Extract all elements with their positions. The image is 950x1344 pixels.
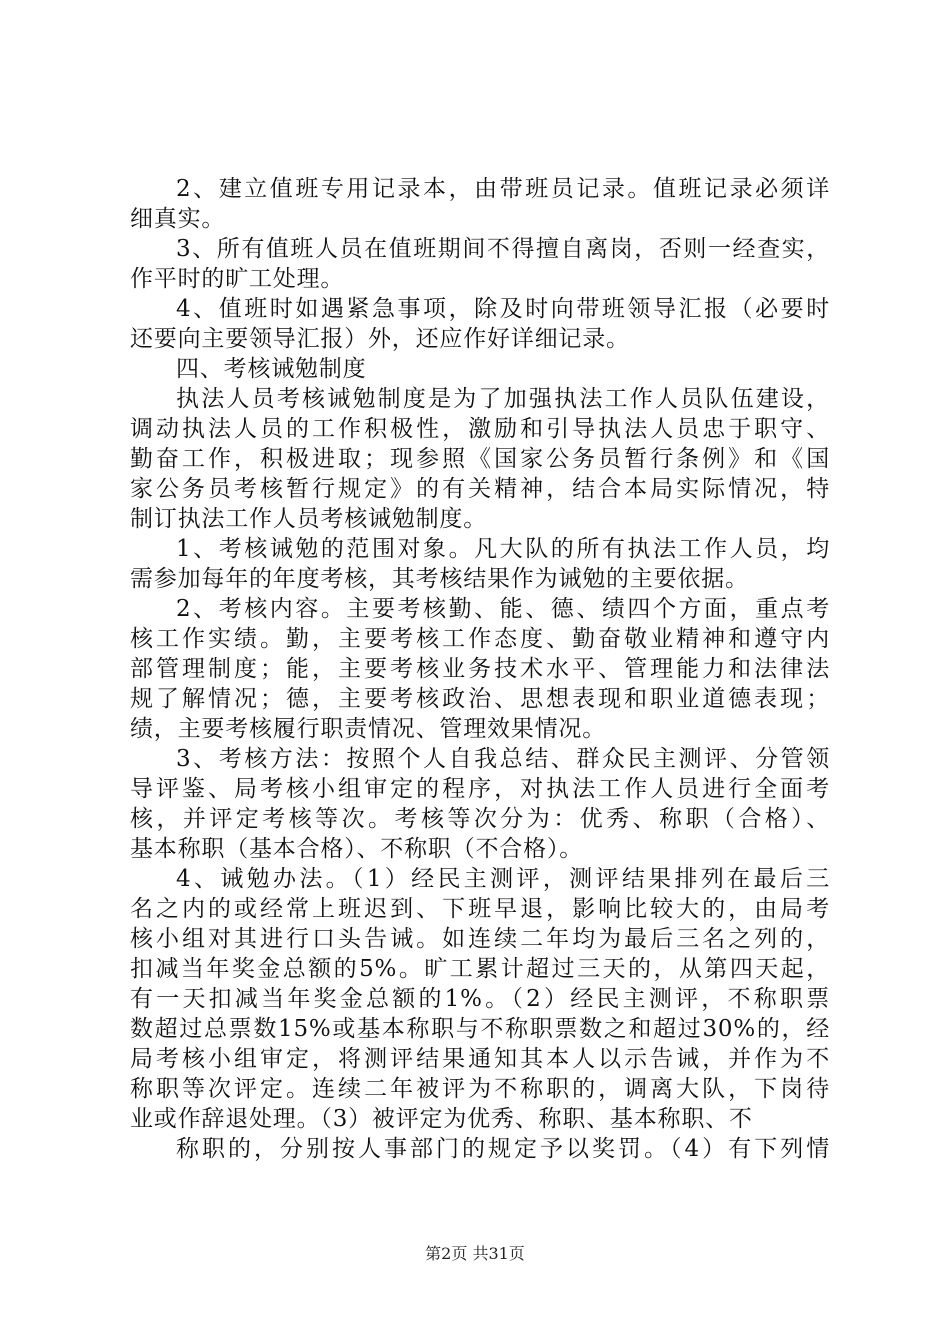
text-line: 制订执法工作人员考核诫勉制度。 xyxy=(130,506,487,532)
text-line: 4、值班时如遇紧急事项，除及时向带班领导汇报（必要时 xyxy=(176,296,830,322)
text-line: 调动执法人员的工作积极性，激励和引导执法人员忠于职守、 xyxy=(130,416,830,442)
document-body xyxy=(130,174,830,1164)
text-line: 扣减当年奖金总额的5%。旷工累计超过三天的，从第四天起， xyxy=(130,956,830,982)
text-line: 3、所有值班人员在值班期间不得擅自离岗，否则一经查实， xyxy=(176,236,830,262)
text-line: 名之内的或经常上班迟到、下班早退，影响比较大的，由局考 xyxy=(130,896,830,922)
text-line: 局考核小组审定，将测评结果通知其本人以示告诫，并作为不 xyxy=(130,1046,830,1072)
text-line: 4、诫勉办法。（1）经民主测评，测评结果排列在最后三 xyxy=(176,866,830,892)
text-line: 需参加每年的年度考核，其考核结果作为诫勉的主要依据。 xyxy=(130,566,749,592)
text-line: 称职等次评定。连续二年被评为不称职的，调离大队，下岗待 xyxy=(130,1076,830,1102)
text-line: 还要向主要领导汇报）外，还应作好详细记录。 xyxy=(130,326,630,352)
section-heading: 四、考核诫勉制度 xyxy=(176,356,367,382)
text-line: 核，并评定考核等次。考核等次分为：优秀、称职（合格）、 xyxy=(130,806,830,832)
text-line: 2、考核内容。主要考核勤、能、德、绩四个方面，重点考 xyxy=(176,596,830,622)
text-line: 业或作辞退处理。（3）被评定为优秀、称职、基本称职、不 xyxy=(130,1106,753,1132)
text-line: 核小组对其进行口头告诫。如连续二年均为最后三名之列的， xyxy=(130,926,830,952)
text-line: 绩，主要考核履行职责情况、管理效果情况。 xyxy=(130,716,606,742)
text-line: 1、考核诫勉的范围对象。凡大队的所有执法工作人员，均 xyxy=(176,536,830,562)
text-line: 数超过总票数15%或基本称职与不称职票数之和超过30%的，经 xyxy=(130,1016,830,1042)
text-line: 家公务员考核暂行规定》的有关精神，结合本局实际情况，特 xyxy=(130,476,830,502)
text-line: 导评鉴、局考核小组审定的程序，对执法工作人员进行全面考 xyxy=(130,776,830,802)
page-number-footer: 第2页 共31页 xyxy=(425,1244,525,1263)
text-line: 勤奋工作，积极进取；现参照《国家公务员暂行条例》和《国 xyxy=(130,446,830,472)
text-line: 核工作实绩。勤，主要考核工作态度、勤奋敬业精神和遵守内 xyxy=(130,626,830,652)
text-line: 称职的，分别按人事部门的规定予以奖罚。（4）有下列情 xyxy=(176,1136,830,1162)
text-line: 3、考核方法：按照个人自我总结、群众民主测评、分管领 xyxy=(176,746,830,772)
text-line: 基本称职（基本合格）、不称职（不合格）。 xyxy=(130,836,583,862)
text-line: 有一天扣减当年奖金总额的1%。（2）经民主测评，不称职票 xyxy=(130,986,830,1012)
text-line: 规了解情况；德，主要考核政治、思想表现和职业道德表现； xyxy=(130,686,830,712)
text-line: 2、建立值班专用记录本，由带班员记录。值班记录必须详 xyxy=(176,176,830,202)
text-line: 作平时的旷工处理。 xyxy=(130,266,345,292)
text-line: 细真实。 xyxy=(130,206,226,232)
text-line: 执法人员考核诫勉制度是为了加强执法工作人员队伍建设， xyxy=(176,386,830,412)
text-line: 部管理制度；能，主要考核业务技术水平、管理能力和法律法 xyxy=(130,656,830,682)
